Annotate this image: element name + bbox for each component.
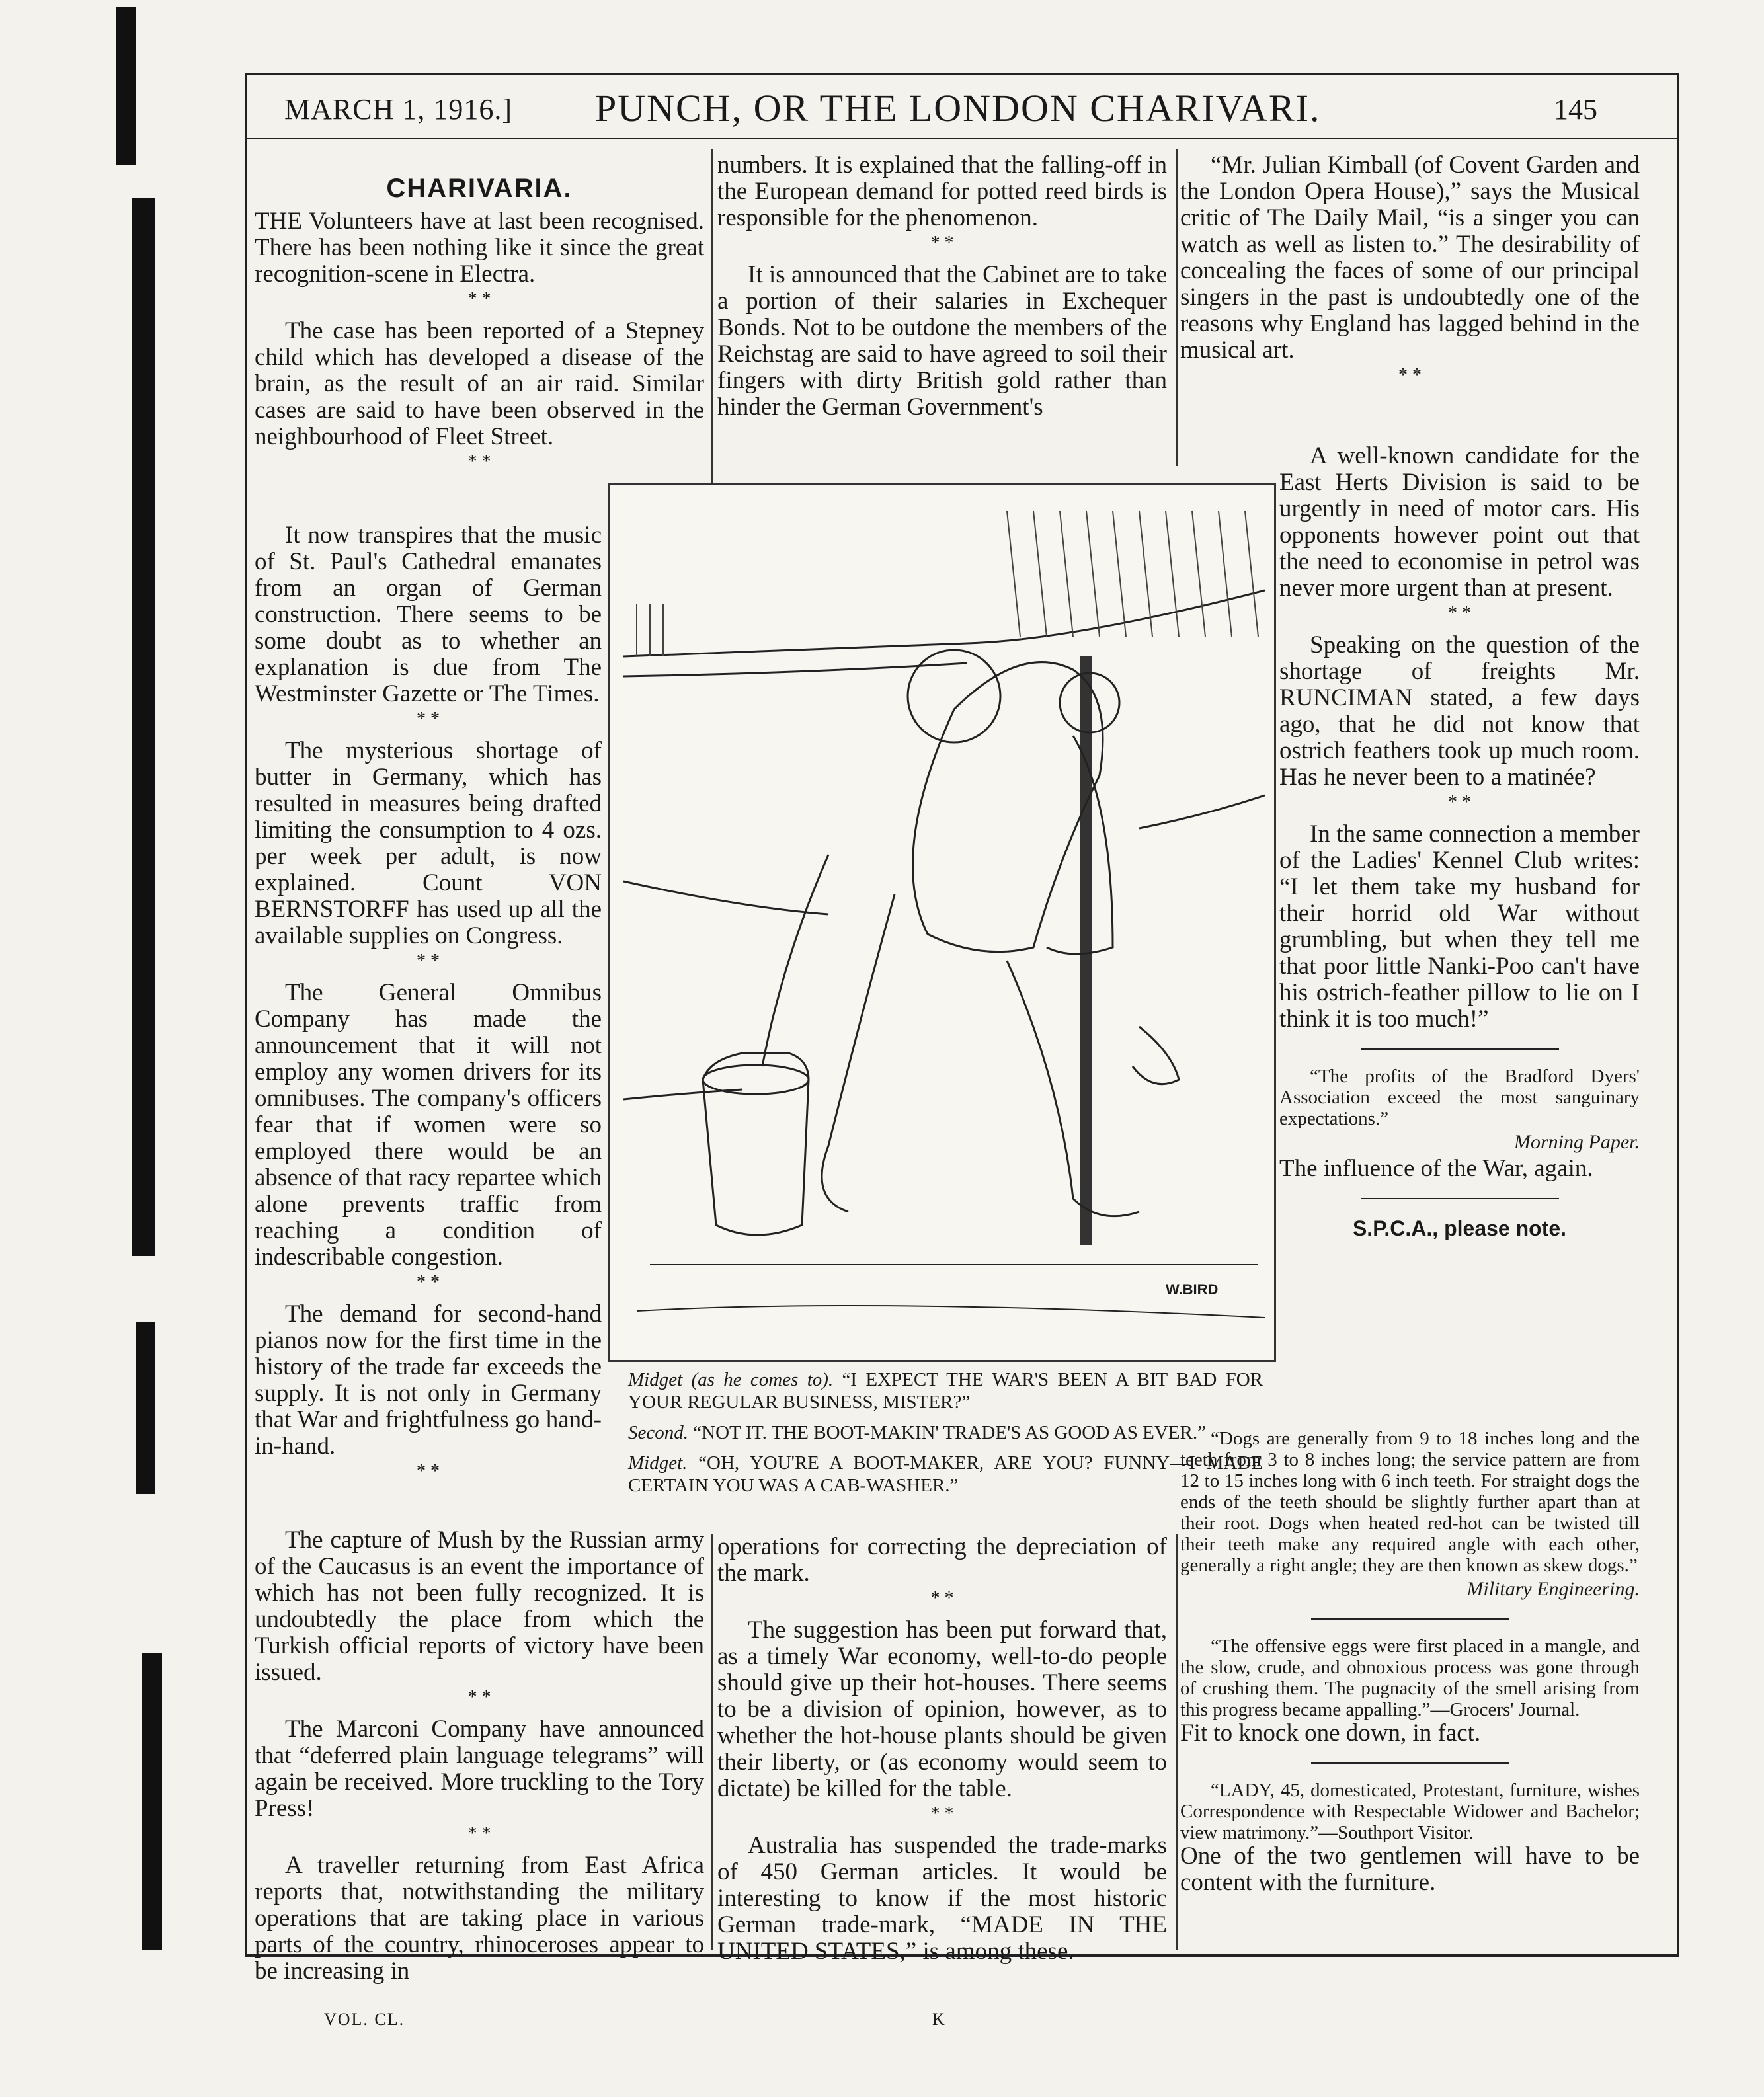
- separator: * *: [467, 1687, 491, 1708]
- paragraph: THE Volunteers have at last been recognised. There has been nothing like it since the great recognition-scene in Electra.: [255, 208, 704, 288]
- cartoon-illustration: [608, 483, 1276, 1362]
- boxing-corner-drawing: [610, 485, 1274, 1360]
- divider: [1311, 1762, 1509, 1764]
- separator: * *: [930, 233, 954, 253]
- separator: * *: [930, 1588, 954, 1608]
- scan-edge-mark: [142, 1653, 162, 1950]
- subheading: S.P.C.A., please note.: [1352, 1216, 1567, 1240]
- separator: * *: [417, 1272, 440, 1292]
- signature-mark: K: [932, 2010, 945, 2029]
- column-3-top: [1180, 152, 1640, 394]
- paragraph: The demand for second-hand pianos now for the first time in the history of the trade far exceeds the supply. It is not only in Germany that War and frightfulness go hand-in-hand.: [255, 1300, 602, 1460]
- quote-source: Military Engineering.: [1466, 1578, 1640, 1600]
- caption-line: [628, 1452, 1263, 1497]
- paragraph: A well-known candidate for the East Herts Division is said to be urgently in need of motor cars. His opponents however point out that the need to economise in petrol was never more urgent than at present.: [1279, 442, 1640, 602]
- caption-text: “NOT IT. THE BOOT-MAKIN' TRADE'S AS GOOD AS EVER.”: [693, 1422, 1206, 1443]
- caption-line: [628, 1368, 1263, 1413]
- paragraph: The suggestion has been put forward that, as a timely War economy, well-to-do people should give up their hot-houses. There seems to be a division of opinion, however, as to whether the hot-house plants should be given their liberty, or (as economy would seem to dictate) be killed for the table.: [717, 1616, 1167, 1802]
- quote-comment: The influence of the War, again.: [1279, 1155, 1593, 1182]
- paragraph: In the same connection a member of the Ladies' Kennel Club writes: “I let them take my husband for their horrid old War without grumbling, but when they tell me that poor little Nanki-Poo can't have his ostrich-feather pillow to lie on I think it is too much!”: [1279, 820, 1640, 1033]
- scan-edge-mark: [116, 7, 136, 165]
- quote-source: Morning Paper.: [1514, 1131, 1640, 1153]
- paragraph: It is announced that the Cabinet are to take a portion of their salaries in Exchequer Bonds. Not to be outdone the members of the Reichstag are said to have agreed to soil their fingers with dirty British gold rather than hinder the German Government's: [717, 261, 1167, 420]
- quote-comment: Fit to knock one down, in fact.: [1180, 1720, 1481, 1747]
- paragraph: numbers. It is explained that the falling-off in the European demand for potted reed birds is responsible for the phenomenon.: [717, 151, 1167, 231]
- paragraph: The case has been reported of a Stepney child which has developed a disease of the brain, as the result of an air raid. Similar cases are said to have been observed in the neighbourhood of Fleet Street.: [255, 317, 704, 450]
- issue-date: MARCH 1, 1916.]: [284, 93, 513, 126]
- column-rule: [1176, 149, 1178, 466]
- page-number: 145: [1554, 93, 1597, 126]
- column-rule: [711, 1534, 713, 1950]
- cartoon-caption: [628, 1368, 1263, 1505]
- quote: “Dogs are generally from 9 to 18 inches long and the teeth from 3 to 8 inches long; the service pattern are from 12 to 15 inches long with 6 inch teeth. For straight dogs the ends of the teeth should be slightly further apart than at their root. Dogs when heated red-hot can be twisted till their teeth make any required angle with each other, generally a right angle; they are then known as skew dogs.”: [1180, 1428, 1640, 1576]
- publication-title: PUNCH, OR THE LONDON CHARIVARI.: [595, 87, 1321, 130]
- column-2-bottom: [717, 1534, 1167, 1965]
- quote-comment: One of the two gentlemen will have to be content with the furniture.: [1180, 1842, 1640, 1896]
- paragraph: “Mr. Julian Kimball (of Covent Garden and the London Opera House),” says the Musical critic of The Daily Mail, “is a singer you can watch as well as listen to.” The desirability of concealing the faces of some of our principal singers in the past is undoubtedly one of the reasons why England has lagged behind in the musical art.: [1180, 151, 1640, 364]
- separator: * *: [467, 1823, 491, 1844]
- paragraph: Australia has suspended the trade-marks of 450 German articles. It would be interesting to know if the most historic German trade-mark, “MADE IN THE UNITED STATES,” is among these.: [717, 1832, 1167, 1965]
- column-rule: [711, 149, 713, 486]
- section-heading: CHARIVARIA.: [386, 174, 573, 203]
- paragraph: A traveller returning from East Africa reports that, notwithstanding the military operations that are taking place in various parts of the country, rhinoceroses appear to be increasing in: [255, 1852, 704, 1985]
- separator: * *: [1398, 365, 1422, 385]
- paragraph: The Marconi Company have announced that “deferred plain language telegrams” will again be received. More truckling to the Tory Press!: [255, 1716, 704, 1822]
- paragraph: The capture of Mush by the Russian army of the Caucasus is an event the importance of which has not been fully recognized. It is undoubtedly the place from which the Turkish official reports of victory have been issued.: [255, 1526, 704, 1686]
- caption-speaker: Midget (as he comes to).: [628, 1369, 834, 1390]
- artist-signature: W.BIRD: [1166, 1281, 1219, 1298]
- separator: * *: [1448, 603, 1471, 623]
- caption-speaker: Second.: [628, 1422, 688, 1443]
- column-1-narrow: [255, 522, 602, 1490]
- column-rule: [1176, 1534, 1178, 1950]
- separator: * *: [930, 1803, 954, 1824]
- paragraph: The mysterious shortage of butter in Germany, which has resulted in measures being drafted limiting the consumption to 4 ozs. per week per adult, is now explained. Count VON BERNSTORFF has used up all the available supplies on Congress.: [255, 737, 602, 949]
- separator: * *: [417, 709, 440, 729]
- column-1-bottom: [255, 1527, 704, 1985]
- caption-text: “I EXPECT THE WAR'S BEEN A BIT BAD FOR YOUR REGULAR BUSINESS, MISTER?”: [628, 1369, 1263, 1413]
- caption-speaker: Midget.: [628, 1452, 688, 1474]
- separator: * *: [467, 289, 491, 309]
- paragraph: operations for correcting the depreciation of the mark.: [717, 1533, 1167, 1587]
- quote: “The offensive eggs were first placed in a mangle, and the slow, crude, and obnoxious process was gone through of crushing them. The pugnacity of the smell arising from this progress became appalling.”—Grocers' Journal.: [1180, 1636, 1640, 1720]
- paragraph: The General Omnibus Company has made the announcement that it will not employ any women drivers for its omnibuses. The company's officers fear that if women were so employed there would be an absence of that racy repartee which alone prevents traffic from reaching a condition of indescribable congestion.: [255, 979, 602, 1271]
- header-rule: [245, 138, 1679, 139]
- quote: “LADY, 45, domesticated, Protestant, furniture, wishes Correspondence with Respectable Widower and Bachelor; view matrimony.”—Southport Visitor.: [1180, 1780, 1640, 1843]
- separator: * *: [417, 1461, 440, 1482]
- divider: [1361, 1198, 1559, 1199]
- caption-line: [628, 1421, 1263, 1444]
- volume-number: VOL. CL.: [324, 2010, 405, 2029]
- divider: [1361, 1048, 1559, 1050]
- column-2-top: [717, 152, 1167, 420]
- separator: * *: [467, 452, 491, 472]
- caption-text: “OH, YOU'RE A BOOT-MAKER, ARE YOU? FUNNY—I MADE CERTAIN YOU WAS A CAB-WASHER.”: [628, 1452, 1263, 1496]
- column-1: [255, 169, 704, 481]
- separator: * *: [417, 951, 440, 971]
- quote: “The profits of the Bradford Dyers' Association exceed the most sanguinary expectations.”: [1279, 1066, 1640, 1129]
- divider: [1311, 1618, 1509, 1620]
- column-3-narrow: [1279, 443, 1640, 1248]
- separator: * *: [1448, 792, 1471, 812]
- scan-edge-mark: [136, 1322, 155, 1494]
- scan-edge-mark: [132, 198, 155, 1256]
- paragraph: It now transpires that the music of St. Paul's Cathedral emanates from an organ of German construction. There seems to be some doubt as to whether an explanation is due from The Westminster Gazette or The Times.: [255, 522, 602, 707]
- paragraph: Speaking on the question of the shortage of freights Mr. RUNCIMAN stated, a few days ago, that he did not know that ostrich feathers took up much room. Has he never been to a matinée?: [1279, 631, 1640, 791]
